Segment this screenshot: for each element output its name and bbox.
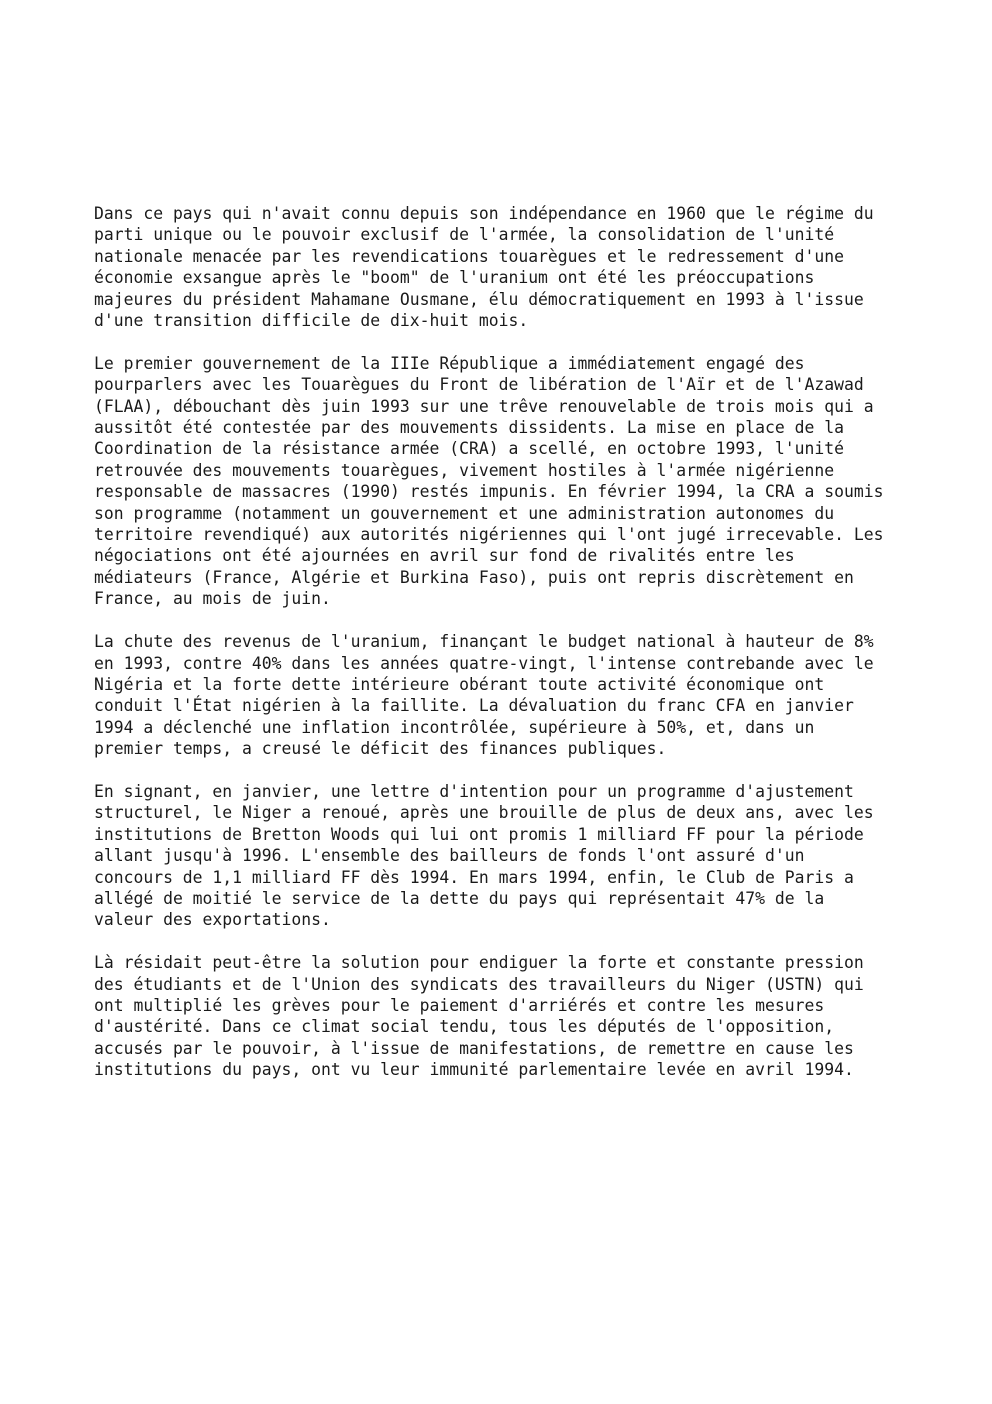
- text-line: majeures du président Mahamane Ousmane, élu démocratiquement en 1993 à l'issue: [94, 289, 864, 309]
- text-line: pourparlers avec les Touarègues du Front de libération de l'Aïr et de l'Azawad: [94, 375, 864, 395]
- text-line: (FLAA), débouchant dès juin 1993 sur une trêve renouvelable de trois mois qui a: [94, 396, 874, 416]
- text-line: territoire revendiqué) aux autorités nigériennes qui l'ont jugé irrecevable. Les: [94, 525, 884, 545]
- text-line: des étudiants et de l'Union des syndicats des travailleurs du Niger (USTN) qui: [94, 974, 864, 994]
- text-line: conduit l'État nigérien à la faillite. La dévaluation du franc CFA en janvier: [94, 696, 854, 716]
- text-line: son programme (notamment un gouvernement et une administration autonomes du: [94, 503, 835, 523]
- text-line: institutions de Bretton Woods qui lui ont promis 1 milliard FF pour la période: [94, 824, 864, 844]
- text-line: structurel, le Niger a renoué, après une brouille de plus de deux ans, avec les: [94, 803, 874, 823]
- text-line: médiateurs (France, Algérie et Burkina Faso), puis ont repris discrètement en: [94, 567, 854, 587]
- text-line: économie exsangue après le "boom" de l'uranium ont été les préoccupations: [94, 268, 815, 288]
- document-body: [94, 203, 954, 1102]
- text-line: en 1993, contre 40% dans les années quatre-vingt, l'intense contrebande avec le: [94, 653, 874, 673]
- text-line: d'austérité. Dans ce climat social tendu, tous les députés de l'opposition,: [94, 1017, 835, 1037]
- paragraph: [94, 952, 954, 1080]
- text-line: négociations ont été ajournées en avril sur fond de rivalités entre les: [94, 546, 795, 566]
- paragraph: [94, 781, 954, 931]
- text-line: En signant, en janvier, une lettre d'intention pour un programme d'ajustement: [94, 781, 854, 801]
- text-line: parti unique ou le pouvoir exclusif de l'armée, la consolidation de l'unité: [94, 225, 835, 245]
- text-line: ont multiplié les grèves pour le paiement d'arriérés et contre les mesures: [94, 995, 825, 1015]
- text-line: La chute des revenus de l'uranium, finançant le budget national à hauteur de 8%: [94, 632, 874, 652]
- text-line: aussitôt été contestée par des mouvements dissidents. La mise en place de la: [94, 418, 844, 438]
- text-line: responsable de massacres (1990) restés impunis. En février 1994, la CRA a soumis: [94, 482, 884, 502]
- text-line: allant jusqu'à 1996. L'ensemble des bailleurs de fonds l'ont assuré d'un: [94, 846, 805, 866]
- text-line: Dans ce pays qui n'avait connu depuis son indépendance en 1960 que le régime du: [94, 204, 874, 223]
- text-line: nationale menacée par les revendications touarègues et le redressement d'une: [94, 246, 844, 266]
- text-line: retrouvée des mouvements touarègues, vivement hostiles à l'armée nigérienne: [94, 460, 835, 480]
- text-line: institutions du pays, ont vu leur immunité parlementaire levée en avril 1994.: [94, 1060, 854, 1080]
- paragraph: [94, 631, 954, 759]
- text-line: valeur des exportations.: [94, 910, 331, 930]
- text-line: accusés par le pouvoir, à l'issue de manifestations, de remettre en cause les: [94, 1038, 854, 1058]
- text-line: Nigéria et la forte dette intérieure obérant toute activité économique ont: [94, 674, 825, 694]
- text-line: allégé de moitié le service de la dette du pays qui représentait 47% de la: [94, 888, 825, 908]
- text-line: Là résidait peut-être la solution pour endiguer la forte et constante pression: [94, 953, 864, 973]
- text-line: Coordination de la résistance armée (CRA) a scellé, en octobre 1993, l'unité: [94, 439, 844, 459]
- text-line: France, au mois de juin.: [94, 589, 331, 609]
- text-line: Le premier gouvernement de la IIIe République a immédiatement engagé des: [94, 353, 805, 373]
- paragraph: [94, 353, 954, 610]
- text-line: d'une transition difficile de dix-huit mois.: [94, 311, 529, 331]
- text-line: 1994 a déclenché une inflation incontrôlée, supérieure à 50%, et, dans un: [94, 717, 815, 737]
- text-line: premier temps, a creusé le déficit des finances publiques.: [94, 739, 667, 759]
- paragraph: [94, 203, 954, 331]
- text-line: concours de 1,1 milliard FF dès 1994. En mars 1994, enfin, le Club de Paris a: [94, 867, 854, 887]
